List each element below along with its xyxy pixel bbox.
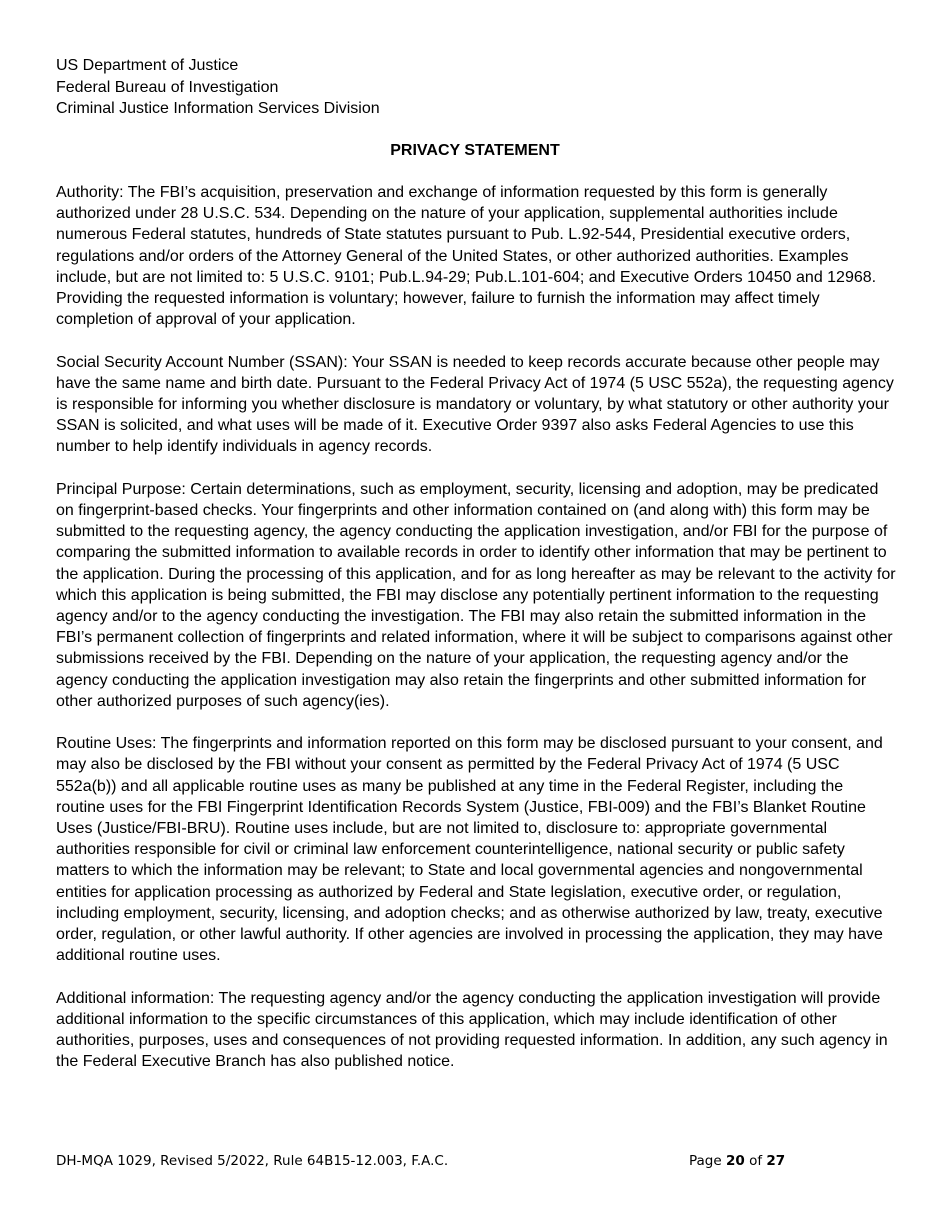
page-label: Page bbox=[689, 1153, 722, 1169]
page-total: 27 bbox=[766, 1153, 786, 1169]
page-of-label: of bbox=[749, 1153, 763, 1169]
agency-line-department: US Department of Justice bbox=[56, 57, 239, 74]
paragraph-authority: Authority: The FBI’s acquisition, preservation and exchange of information requested by this form is generally authorized under 28 U.S.C. 534. Depending on the nature of your application, supplemental authorities include numerous Federal statutes, hundreds of State statutes pursuant to Pub. L.92-544, Presidential executive orders, regulations and/or orders of the Attorney General of the United States, or other authorized authorities. Examples include, but are not limited to: 5 U.S.C. 9101; Pub.L.94-29; Pub.L.101-604; and Executive Orders 10450 and 12968. Providing the requested information is voluntary; however, failure to furnish the information may affect timely completion of approval of your application. bbox=[56, 184, 877, 329]
paragraph-principal-purpose: Principal Purpose: Certain determinations, such as employment, security, licensing and adoption, may be predicated on fingerprint-based checks. Your fingerprints and other information contained on (and along with) this form may be submitted to the requesting agency, the agency conducting the application investigation, and/or FBI for the purpose of comparing the submitted information to available records in order to identify other information that may be pertinent to the application. During the processing of this application, and for as long hereafter as may be relevant to the activity for which this application is being submitted, the FBI may disclose any potentially pertinent information to the requesting agency and/or to the agency conducting the investigation. The FBI may also retain the submitted information in the FBI’s permanent collection of fingerprints and related information, where it will be subject to comparisons against other submissions received by the FBI. Depending on the nature of your application, the requesting agency and/or the agency conducting the application investigation may also retain the fingerprints and other submitted information for other authorized purposes of such agency(ies). bbox=[56, 480, 896, 710]
statement-body bbox=[56, 182, 896, 1094]
paragraph-additional-information: Additional information: The requesting agency and/or the agency conducting the application investigation will provide additional information to the specific circumstances of this application, which may include identification of other authorities, purposes, uses and consequences of not providing requested information. In addition, any such agency in the Federal Executive Branch has also published notice. bbox=[56, 989, 888, 1071]
agency-header bbox=[56, 55, 380, 120]
agency-line-bureau: Federal Bureau of Investigation bbox=[56, 78, 279, 96]
page-number bbox=[689, 1152, 785, 1170]
page-current: 20 bbox=[725, 1153, 745, 1169]
agency-line-division: Criminal Justice Information Services Division bbox=[56, 100, 380, 117]
page-title: PRIVACY STATEMENT bbox=[390, 142, 560, 159]
paragraph-routine-uses: Routine Uses: The fingerprints and information reported on this form may be disclosed pursuant to your consent, and may also be disclosed by the FBI without your consent as permitted by the Federal Privacy Act of 1974 (5 USC 552a(b)) and all applicable routine uses as many be published at any time in the Federal Register, including the routine uses for the FBI Fingerprint Identification Records System (Justice, FBI-009) and the FBI’s Blanket Routine Uses (Justice/FBI-BRU). Routine uses include, but are not limited to, disclosure to: appropriate governmental authorities responsible for civil or criminal law enforcement counterintelligence, national security or public safety matters to which the information may be relevant; to State and local governmental agencies and nongovernmental entities for application processing as authorized by Federal and State legislation, executive order, or regulation, including employment, security, licensing, and adoption checks; and as otherwise authorized by law, treaty, executive order, regulation, or other lawful authority. If other agencies are involved in processing the application, they may have additional routine uses. bbox=[56, 735, 883, 965]
form-identifier: DH-MQA 1029, Revised 5/2022, Rule 64B15-12.003, F.A.C. bbox=[56, 1153, 449, 1169]
paragraph-ssan: Social Security Account Number (SSAN): Your SSAN is needed to keep records accurate because other people may have the same name and birth date. Pursuant to the Federal Privacy Act of 1974 (5 USC 552a), the requesting agency is responsible for informing you whether disclosure is mandatory or voluntary, by what statutory or other authority your SSAN is solicited, and what uses will be made of it. Executive Order 9397 also asks Federal Agencies to use this number to help identify individuals in agency records. bbox=[56, 353, 894, 456]
